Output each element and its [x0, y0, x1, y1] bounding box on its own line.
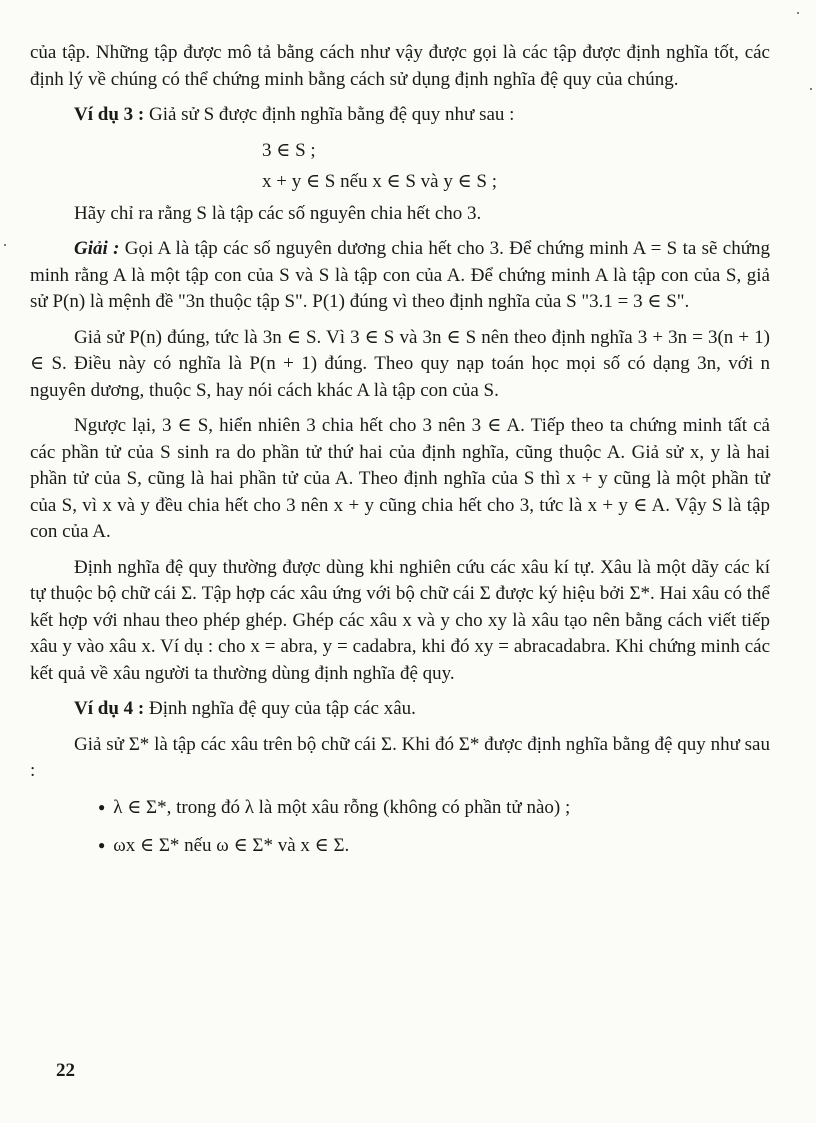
bullet-icon: ● — [98, 799, 106, 814]
solution-paragraph — [30, 236, 770, 316]
bullet-item-1 — [98, 794, 770, 822]
example-4-text: Định nghĩa đệ quy của tập các xâu. — [144, 698, 416, 719]
induction-paragraph: Giả sử P(n) đúng, tức là 3n ∈ S. Vì 3 ∈ S và 3n ∈ S nên theo định nghĩa 3 + 3n = 3(n + 1) ∈ S. Điều này có nghĩa là P(n + 1) đúng. Theo quy nạp toán học mọi số có dạng 3n, với n nguyên dương, thuộc S, hay nói cách khác A là tập con của S. — [30, 326, 770, 401]
formula-base: 3 ∈ S ; — [262, 139, 316, 161]
solution-text: Gọi A là tập các số nguyên dương chia hết cho 3. Để chứng minh A = S ta sẽ chứng minh rằng A là một tập con của S và S là tập con của A. Để chứng minh A là tập con của S, giả sử P(n) là mệnh đề "3n thuộc tập S". P(1) đúng vì theo định nghĩa của S "3.1 = 3 ∈ S". — [30, 238, 770, 312]
converse-paragraph: Ngược lại, 3 ∈ S, hiển nhiên 3 chia hết cho 3 nên 3 ∈ A. Tiếp theo ta chứng minh tất cả các phần tử của S sinh ra do phần tử thứ hai của định nghĩa, cũng thuộc A. Giả sử x, y là hai phần tử của S, cũng là hai phần tử của A. Theo định nghĩa của S thì x + y cũng là một phần tử của S, vì x và y đều chia hết cho 3 nên x + y cũng chia hết cho 3, tức là x + y ∈ A. Vậy S là tập con của A. — [30, 415, 770, 542]
bullet-text-2: ωx ∈ Σ* nếu ω ∈ Σ* và x ∈ Σ. — [113, 835, 350, 856]
bullet-icon: ● — [98, 838, 106, 852]
example-3-heading — [30, 102, 770, 129]
page-body — [30, 40, 770, 871]
example-3-label: Ví dụ 3 : — [74, 104, 145, 125]
definition-paragraph: Giả sử Σ* là tập các xâu trên bộ chữ cái Σ. Khi đó Σ* được định nghĩa bằng đệ quy như sau : — [30, 733, 770, 781]
intro-paragraph: của tập. Những tập được mô tả bằng cách như vậy được gọi là các tập được định nghĩa tốt, các định lý về chúng có thể chứng minh bằng cách sử dụng định nghĩa đệ quy của chúng. — [30, 42, 770, 90]
solution-label: Giải : — [74, 238, 120, 259]
example-4-label: Ví dụ 4 : — [74, 698, 145, 719]
scan-speck — [797, 12, 799, 14]
scan-speck — [810, 88, 812, 90]
bullet-text-1: λ ∈ Σ*, trong đó λ là một xâu rỗng (không có phần tử nào) ; — [113, 796, 571, 818]
formula-step: x + y ∈ S nếu x ∈ S và y ∈ S ; — [262, 171, 498, 192]
example-3-text: Giả sử S được định nghĩa bằng đệ quy như sau : — [144, 104, 515, 125]
task-paragraph: Hãy chỉ ra rằng S là tập các số nguyên chia hết cho 3. — [74, 202, 482, 224]
example-4-heading — [30, 696, 770, 723]
page-number: 22 — [56, 1060, 75, 1081]
bullet-item-2 — [98, 832, 770, 860]
scan-speck — [4, 244, 6, 246]
strings-paragraph: Định nghĩa đệ quy thường được dùng khi nghiên cứu các xâu kí tự. Xâu là một dãy các kí tự thuộc bộ chữ cái Σ. Tập hợp các xâu ứng với bộ chữ cái Σ được ký hiệu bởi Σ*. Hai xâu có thể kết hợp với nhau theo phép ghép. Ghép các xâu x và y cho xy là xâu tạo nên bằng cách viết tiếp xâu y vào xâu x. Ví dụ : cho x = abra, y = cadabra, khi đó xy = abracadabra. Khi chứng minh các kết quả về xâu người ta thường dùng định nghĩa đệ quy. — [30, 556, 770, 684]
